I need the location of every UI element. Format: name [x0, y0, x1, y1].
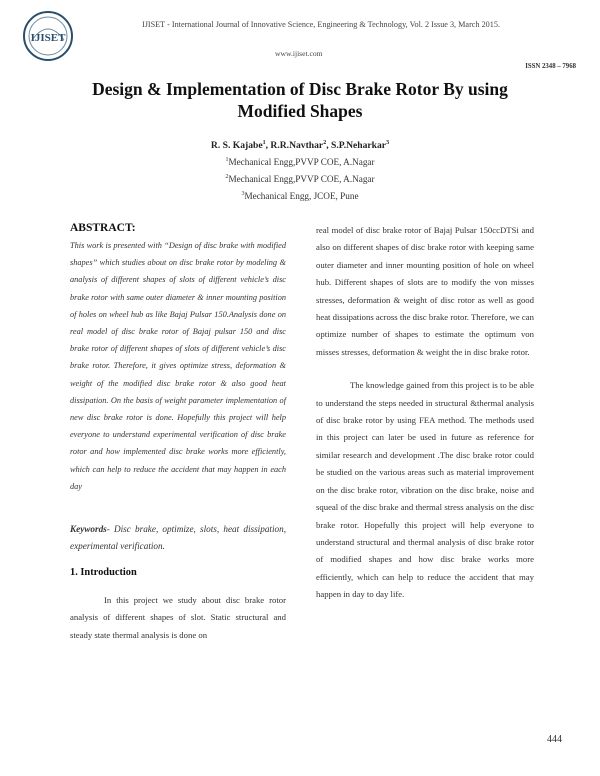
introduction-paragraph-1-continued: real model of disc brake rotor of Bajaj Pulsar 150ccDTSi and also on different shapes of disc brake rotor with keeping same outer diameter and inner mounting position of hole on wheel hub. Different shapes of slots are to modify the von misses stresses, deformation & weight of disc rotor as well as good heat dissipations across the disc brake rotor. Therefore, we can optimize number of shapes to estimate the optimum von misses stresses, deformation & weight the in disc brake rotor. [316, 225, 534, 357]
affiliation-sup: 3 [241, 191, 245, 197]
affiliation-2 [0, 174, 600, 184]
author-name: S.P.Neharkar [330, 140, 387, 152]
introduction-paragraph-1: In this project we study about disc brake rotor analysis of different shapes of slot. Static structural and steady state thermal analysis is done on [70, 595, 286, 640]
introduction-paragraph-2: The knowledge gained from this project is to be able to understand the steps needed in structural &thermal analysis of disc brake rotor by using FEA method. The methods used in this project can later be used in future as reference for similar research and development .The disc brake rotor could be studied on the various areas such as material improvement on the disc brake rotor, vibration on the disc brake, noise and squeal of the disc brake and thermal stress analysis on the disc brake rotor. Hopefully this project will help everyone to understand structural and thermal analysis of disc brake rotor of modified shapes and how disc brake works more efficiently, which can help to reduce the accident that may happen in day to day life. [316, 380, 534, 600]
left-column [70, 222, 286, 644]
author-sep: , [265, 140, 271, 152]
author-sep: , [326, 140, 331, 152]
journal-url-link[interactable]: www.ijiset.com [275, 49, 323, 58]
author-name: R. S. Kajabe [210, 140, 263, 152]
page-number: 444 [547, 734, 562, 745]
paper-title: Design & Implementation of Disc Brake Rotor By using Modified Shapes [92, 79, 508, 121]
logo-text: IJISET [30, 32, 66, 44]
abstract-heading: ABSTRACT: [70, 222, 136, 234]
keywords-label: Keywords [70, 524, 107, 535]
journal-header: IJISET - International Journal of Innovative Science, Engineering & Technology, Vol. 2 Issue 3, March 2015. [141, 20, 500, 29]
author-sup: 1 [262, 140, 266, 146]
affiliation-sup: 1 [225, 157, 229, 163]
journal-logo [22, 10, 74, 62]
affiliation-text: Mechanical Engg,PVVP COE, A.Nagar [228, 174, 375, 185]
introduction-heading: 1. Introduction [70, 567, 137, 579]
author-sup: 2 [323, 140, 327, 146]
affiliation-sup: 2 [225, 174, 229, 180]
affiliation-3 [0, 191, 600, 201]
journal-logo-mark [22, 10, 74, 62]
author-name: R.R.Navthar [270, 140, 324, 152]
keywords-text: - Disc brake, optimize, slots, heat dissipation, experimental verification. [70, 524, 286, 552]
author-sup: 3 [386, 140, 390, 146]
issn-label: ISSN 2348 – 7968 [525, 63, 576, 70]
author-list [0, 140, 600, 151]
keywords [70, 521, 286, 555]
right-column [316, 222, 534, 604]
affiliation-1 [0, 157, 600, 167]
affiliation-text: Mechanical Engg, JCOE, Pune [244, 191, 359, 202]
affiliation-text: Mechanical Engg,PVVP COE, A.Nagar [228, 157, 375, 168]
abstract-body: This work is presented with “Design of disc brake with modified shapes” which studies about on disc brake rotor by modeling & analysis of different shapes of slots of different vehicle’s disc brake rotor with same outer diameter & inner mounting position of holes on wheel hub as like Bajaj Pulsar 150.Analysis done on real model of disc brake rotor of Bajaj pulsar 150 and disc brake rotor of different shapes of slots of different vehicle’s disc brake rotor. Therefore, it gives optimize stress, deformation & weight of the modified disc brake rotor & also good heat dissipation. On the basis of weight parameter implementation of new disc brake rotor is done. Hopefully this project will help everyone to understand experimental verification of disc brake rotor and how implemented disc brake works more efficiently, which can help to reduce the accident that may happen in each day [70, 241, 286, 491]
